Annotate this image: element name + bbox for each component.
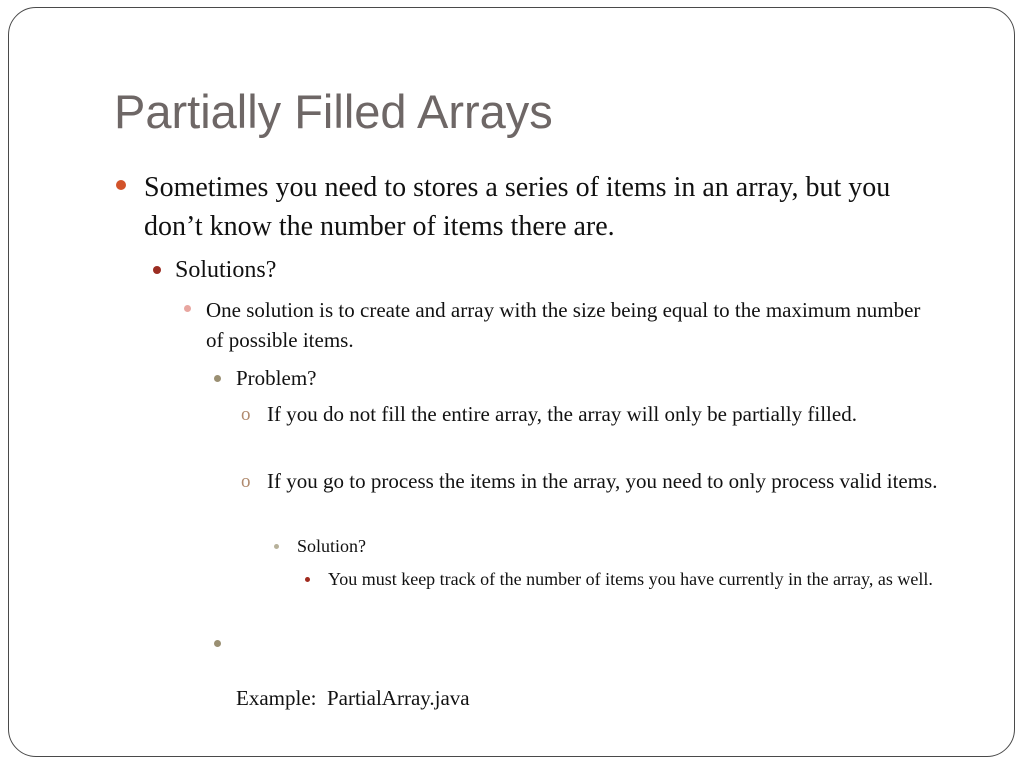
slide-title: Partially Filled Arrays <box>114 85 553 138</box>
level5a-bullet-text: If you do not fill the entire array, the array will only be partially filled. <box>267 402 857 426</box>
level6-bullet-text: Solution? <box>297 536 367 556</box>
level4-problem-text: Problem? <box>236 366 317 390</box>
level2-bullet-dot <box>153 266 161 274</box>
level5b-o-marker: o <box>241 471 251 492</box>
level4-example-text: Example: PartialArray.java <box>236 686 470 710</box>
level3-bullet-text: One solution is to create and array with the size being equal to the maximum number of possible items. <box>206 298 921 352</box>
level1-bullet-text: Sometimes you need to stores a series of items in an array, but you don’t know the number of items there are. <box>144 172 891 242</box>
level1-bullet-dot <box>116 180 126 190</box>
level4-example-bullet-dot <box>214 640 221 647</box>
level4-bullet-dot <box>214 375 221 382</box>
level2-bullet-text: Solutions? <box>175 257 277 283</box>
level5b-bullet-text: If you go to process the items in the array, you need to only process valid items. <box>267 469 938 493</box>
level7-bullet-text: You must keep track of the number of items you have currently in the array, as well. <box>328 569 933 589</box>
level7-bullet-dot <box>305 577 310 582</box>
level3-bullet-dot <box>184 305 191 312</box>
level6-bullet-dot <box>274 544 279 549</box>
level5a-o-marker: o <box>241 404 251 425</box>
